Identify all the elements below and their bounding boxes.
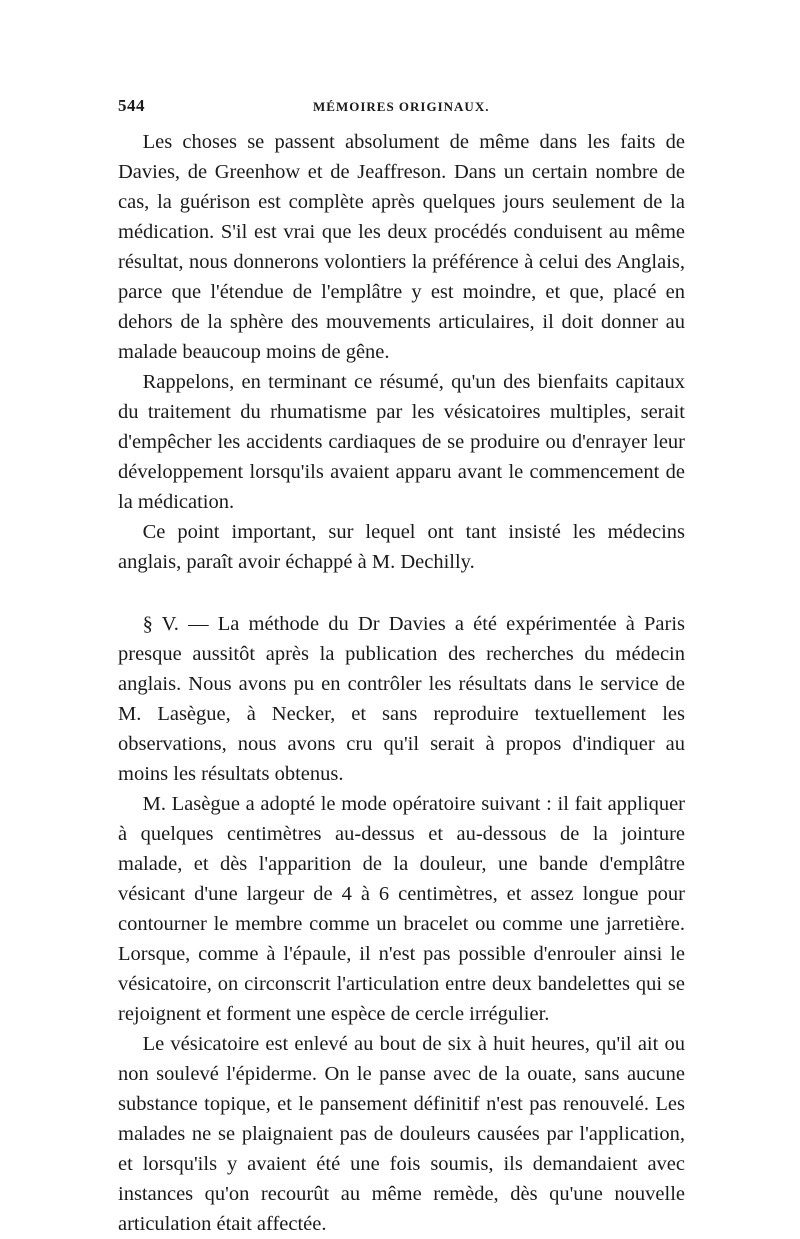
section-v-paragraph: § V. — La méthode du Dr Davies a été expérimentée à Paris presque aussitôt après la publication des recherches du médecin anglais. Nous avons pu en contrôler les résultats dans le service de M. Lasègue, à Necker, et sans reproduire textuellement les observations, nous avons cru qu'il serait à propos d'indiquer au moins les résultats obtenus.: [118, 613, 685, 785]
page-header: [118, 96, 683, 120]
paragraph-procedure: M. Lasègue a adopté le mode opératoire suivant : il fait appliquer à quelques centimètres au-dessus et au-dessous de la jointure malade, et dès l'apparition de la douleur, une bande d'emplâtre vésicant d'une largeur de 4 à 6 centimètres, et assez longue pour contourner le membre comme un bracelet ou comme une jarretière. Lorsque, comme à l'épaule, il n'est pas possible d'enrouler ainsi le vésicatoire, on circonscrit l'articulation entre deux bandelettes qui se rejoignent et forment une espèce de cercle irrégulier.: [118, 793, 685, 1025]
body-text: [118, 127, 685, 1239]
paragraph-1: Les choses se passent absolument de même dans les faits de Davies, de Greenhow et de Jeaffreson. Dans un certain nombre de cas, la guérison est complète après quelques jours seulement de la médication. S'il est vrai que les deux procédés conduisent au même résultat, nous donnerons volontiers la préférence à celui des Anglais, parce que l'étendue de l'emplâtre y est moindre, et que, placé en dehors de la sphère des mouvements articulaires, il doit donner au malade beaucoup moins de gêne.: [118, 131, 685, 363]
paragraph-2: Rappelons, en terminant ce résumé, qu'un des bienfaits capitaux du traitement du rhumatisme par les vésicatoires multiples, serait d'empêcher les accidents cardiaques de se produire ou d'enrayer leur développement lorsqu'ils avaient apparu avant le commencement de la médication.: [118, 371, 685, 513]
paragraph-3: Ce point important, sur lequel ont tant insisté les médecins anglais, paraît avoir échappé à M. Dechilly.: [118, 521, 685, 573]
page-number: 544: [118, 96, 145, 115]
section-gap: [118, 577, 685, 609]
paragraph-removal: Le vésicatoire est enlevé au bout de six à huit heures, qu'il ait ou non soulevé l'épiderme. On le panse avec de la ouate, sans aucune substance topique, et le pansement définitif n'est pas renouvelé. Les malades ne se plaignaient pas de douleurs causées par l'application, et lorsqu'ils y avaient été une fois soumis, ils demandaient avec instances qu'on recourût au même remède, dès qu'une nouvelle articulation était affectée.: [118, 1033, 685, 1235]
running-head: MÉMOIRES ORIGINAUX.: [313, 99, 490, 114]
